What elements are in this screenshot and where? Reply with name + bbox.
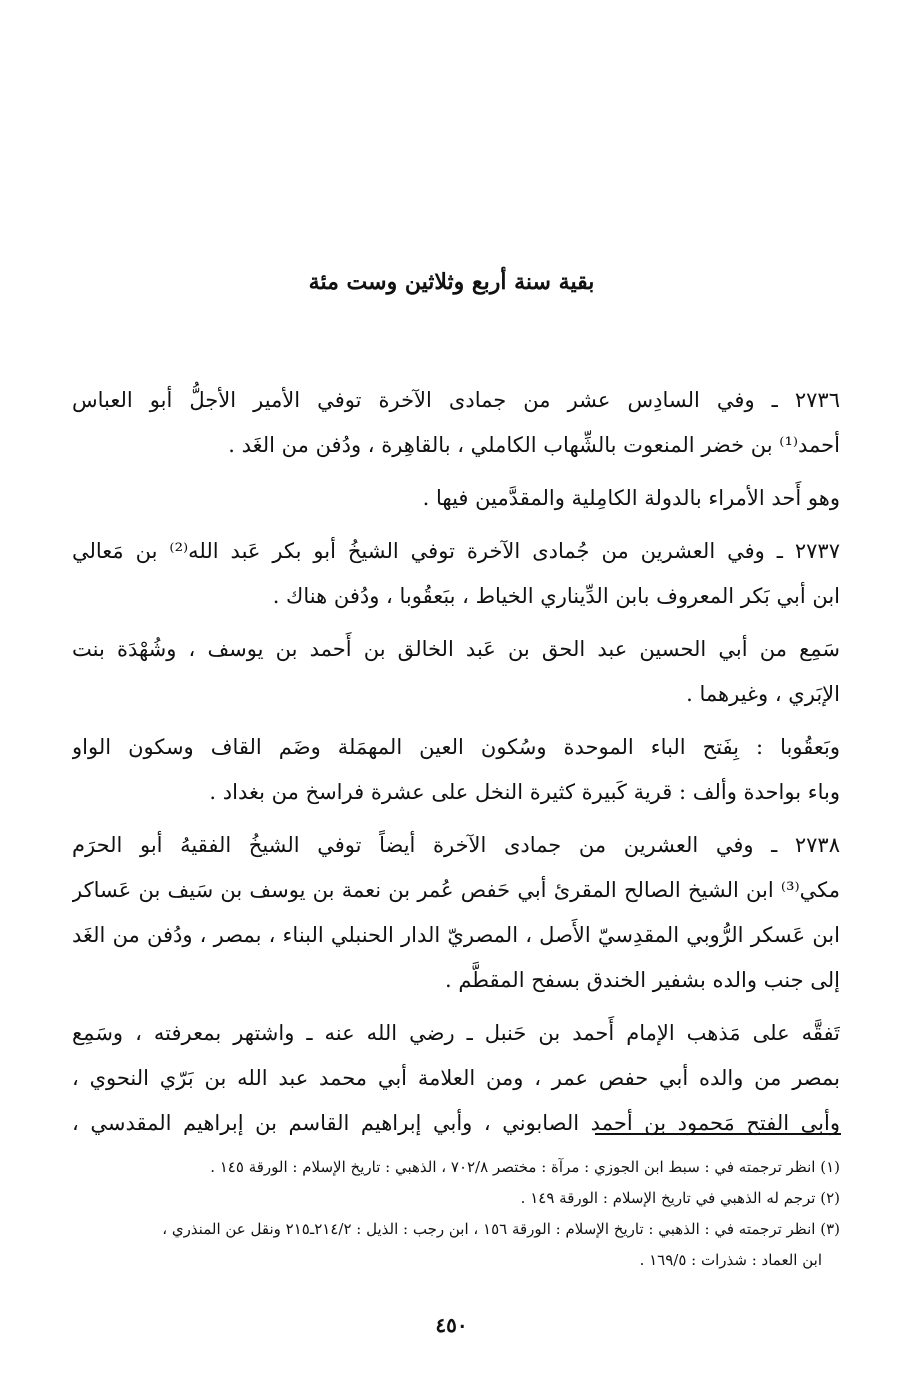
entry-2737 [72,529,840,619]
text-line: مكي⁽³⁾ ابن الشيخ الصالح المقرئ أبي حَفص عُمر بن نعمة بن يوسف بن سَيف بن عَساكر [72,878,840,902]
text-line: تَفقَّه على مَذهب الإمام أَحمد بن حَنبل ـ رضي الله عنه ـ واشتهر بمعرفته ، وسَمِع [72,1021,840,1045]
text-line: وباء بواحدة وألف : قرية كَبيرة كثيرة النخل على عشرة فراسخ من بغداد . [209,780,840,804]
text-line: ابن أبي بَكر المعروف بابن الدِّيناري الخياط ، ببَعقُوبا ، ودُفن هناك . [272,584,840,608]
footnote-3-continuation: ابن العماد : شذرات : ١٦٩/٥ . [639,1251,822,1269]
paragraph [72,476,840,521]
paragraph [72,627,840,717]
text-line: بمصر من والده أبي حفص عمر ، ومن العلامة أبي محمد عبد الله بن بَرّي النحوي ، [72,1066,840,1090]
entry-2736 [72,378,840,468]
text-line: ٢٧٣٨ ـ وفي العشرين من جمادى الآخرة أيضاً توفي الشيخُ الفقيهُ أبو الحرَم [72,833,840,857]
footnote-1: (١) انظر ترجمته في : سبط ابن الجوزي : مرآة : مختصر ٧٠٢/٨ ، الذهبي : تاريخ الإسلام : الورقة ١٤٥ . [210,1158,840,1176]
paragraph [72,1011,840,1146]
text-line: إلى جنب والده بشفير الخندق بسفح المقطَّم . [444,968,840,992]
text-line: أحمد⁽¹⁾ بن خضر المنعوت بالشِّهاب الكاملي ، بالقاهِرة ، ودُفن من الغَد . [228,433,840,457]
text-line: ٢٧٣٦ ـ وفي السادِس عشر من جمادى الآخرة توفي الأمير الأجلُّ أبو العباس [72,388,840,412]
footnote-3: (٣) انظر ترجمته في : الذهبي : تاريخ الإسلام : الورقة ١٥٦ ، ابن رجب : الذيل : ٢١٤/٢ـ٢١٥ ونقل عن المنذري ، [162,1220,840,1238]
page-number: ٤٥٠ [435,1313,468,1337]
footnote-separator [595,1133,841,1135]
text-line: وأبي الفتح مَحمود بن أحمد الصابوني ، وأبي إبراهيم القاسم بن إبراهيم المقدسي ، [72,1111,840,1135]
section-title: بقية سنة أربع وثلاثين وست مئة [308,269,595,295]
text-line: ابن عَسكر الرُّوبي المقدِسيّ الأَصل ، المصريّ الدار الحنبلي البناء ، بمصر ، ودُفن من الغَد [72,923,840,947]
paragraph [72,725,840,815]
text-line: وهو أَحد الأمراء بالدولة الكامِلية والمقدَّمين فيها . [422,486,840,510]
main-text [72,378,840,1154]
text-line: سَمِع من أبي الحسين عبد الحق بن عَبد الخالق بن أَحمد بن يوسف ، وشُهْدَة بنت [72,637,840,661]
entry-2738 [72,823,840,1003]
footnotes [60,1152,840,1276]
text-line: وبَعقُوبا : بِفَتح الباء الموحدة وسُكون العين المهمَلة وضَم القاف وسكون الواو [72,735,840,759]
text-line: ٢٧٣٧ ـ وفي العشرين من جُمادى الآخرة توفي الشيخُ أبو بكر عَبد الله⁽²⁾ بن مَعالي [72,539,840,563]
footnote-2: (٢) ترجم له الذهبي في تاريخ الإسلام : الورقة ١٤٩ . [520,1189,840,1207]
text-line: الإبَري ، وغيرهما . [686,682,840,706]
